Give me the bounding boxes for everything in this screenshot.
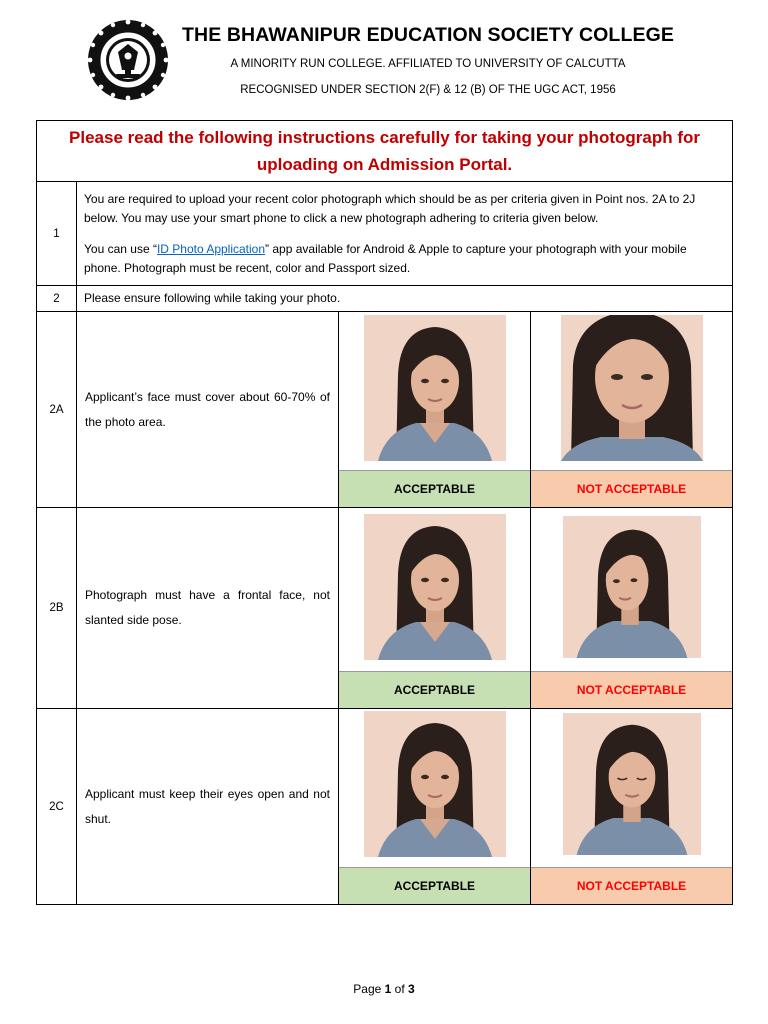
acceptable-label: ACCEPTABLE: [339, 867, 530, 904]
acceptable-label: ACCEPTABLE: [339, 470, 530, 507]
not-acceptable-example: [531, 709, 733, 905]
table-row: [37, 182, 733, 286]
instructions-title: Please read the following instructions carefully for taking your photograph for uploading on Admission Portal.: [37, 121, 733, 182]
table-row: [37, 312, 733, 508]
affiliation-line: A MINORITY RUN COLLEGE. AFFILIATED TO UNIVERSITY OF CALCUTTA: [230, 58, 626, 70]
not-acceptable-photo: [563, 711, 701, 857]
instruction-paragraph: You can use “ID Photo Application” app available for Android & Apple to capture your photograph with your mobile phone. Photograph must be recent, color and Passport sized.: [84, 241, 687, 275]
table-row: [37, 709, 733, 905]
criteria-text: Applicant must keep their eyes open and not shut.: [77, 709, 339, 905]
row-number: 2: [37, 286, 77, 312]
acceptable-photo: [364, 514, 506, 660]
page-word: Page: [353, 982, 382, 996]
total-pages: 3: [408, 982, 415, 996]
table-row: [37, 508, 733, 709]
row-number: 1: [37, 182, 77, 286]
not-acceptable-example: [531, 312, 733, 508]
page-header: [0, 0, 768, 110]
table-row: [37, 286, 733, 312]
not-acceptable-label: NOT ACCEPTABLE: [531, 867, 732, 904]
acceptable-example: [339, 312, 531, 508]
acceptable-photo: [364, 315, 506, 461]
not-acceptable-example: [531, 508, 733, 709]
acceptable-example: [339, 709, 531, 905]
current-page: 1: [384, 982, 392, 996]
instructions-table: [36, 120, 733, 905]
id-photo-app-link[interactable]: ID Photo Application: [156, 241, 266, 256]
acceptable-label: ACCEPTABLE: [339, 671, 530, 708]
not-acceptable-photo: [563, 514, 701, 660]
row-number: 2A: [37, 312, 77, 508]
recognition-line: RECOGNISED UNDER SECTION 2(F) & 12 (B) OF THE UGC ACT, 1956: [240, 84, 616, 96]
criteria-text: Applicant’s face must cover about 60-70% of the photo area.: [77, 312, 339, 508]
page-footer: [0, 982, 768, 996]
row-number: 2B: [37, 508, 77, 709]
title-row: [37, 121, 733, 182]
criteria-text: Photograph must have a frontal face, not slanted side pose.: [77, 508, 339, 709]
instruction-paragraph: You are required to upload your recent color photograph which should be as per criteria given in Point nos. 2A to 2J below. You may use your smart phone to click a new photograph adhering to criteria given below.: [84, 191, 696, 225]
not-acceptable-photo: [560, 315, 704, 461]
college-name: THE BHAWANIPUR EDUCATION SOCIETY COLLEGE: [182, 24, 674, 46]
row-text: [77, 182, 733, 286]
of-word: of: [394, 982, 405, 996]
row-text: Please ensure following while taking your photo.: [77, 286, 733, 312]
not-acceptable-label: NOT ACCEPTABLE: [531, 671, 732, 708]
college-seal-icon: [86, 18, 170, 102]
not-acceptable-label: NOT ACCEPTABLE: [531, 470, 732, 507]
row-number: 2C: [37, 709, 77, 905]
acceptable-photo: [364, 711, 506, 857]
acceptable-example: [339, 508, 531, 709]
